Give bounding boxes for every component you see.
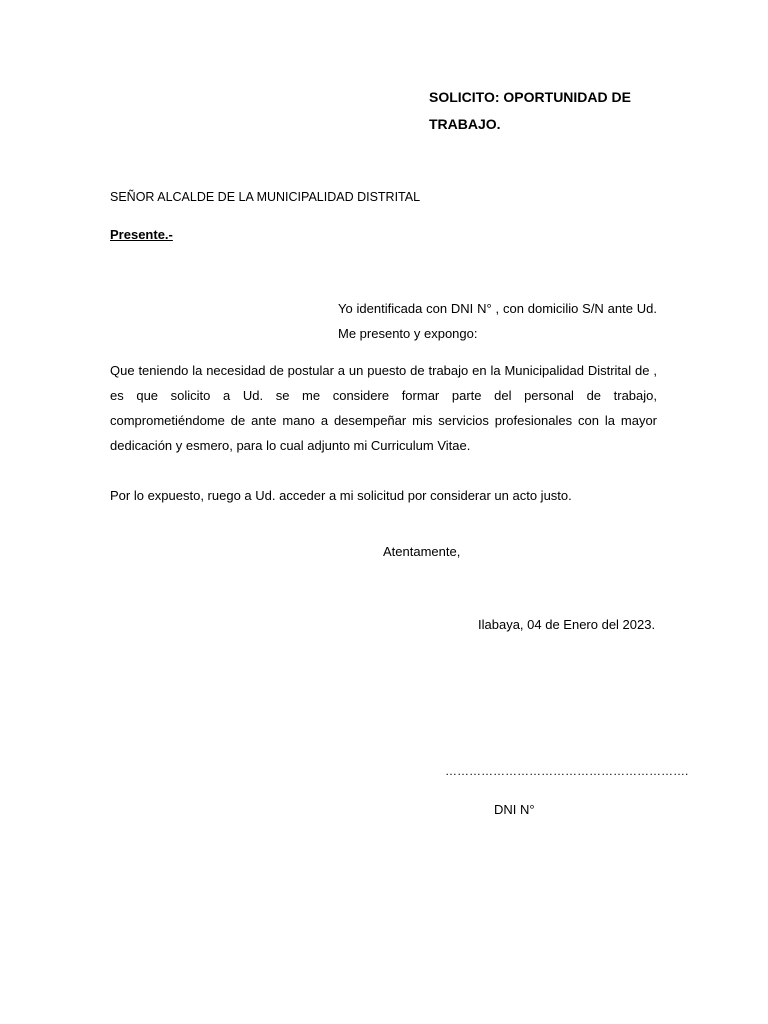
intro-paragraph: Yo identificada con DNI N° , con domicilio S/N ante Ud. Me presento y expongo: <box>338 301 657 341</box>
closing: Atentamente, <box>383 544 461 559</box>
signature-dni-label: DNI N° <box>494 802 535 817</box>
greeting: Presente.- <box>110 227 173 242</box>
addressee: SEÑOR ALCALDE DE LA MUNICIPALIDAD DISTRITAL <box>110 190 421 204</box>
subject-line: SOLICITO: OPORTUNIDAD DE TRABAJO. <box>429 89 631 132</box>
place-date: Ilabaya, 04 de Enero del 2023. <box>478 617 656 632</box>
signature-line: ……………………………………………………. <box>445 764 689 778</box>
body-paragraph-1: Que teniendo la necesidad de postular a un puesto de trabajo en la Municipalidad Distrital de , es que solicito a Ud. se me considere formar parte del personal de trabajo, comprometiéndome de ante mano a desempeñar mis servicios profesionales con la mayor dedicación y esmero, para lo cual adjunto mi Curriculum Vitae. <box>110 363 657 453</box>
body-paragraph-2: Por lo expuesto, ruego a Ud. acceder a mi solicitud por considerar un acto justo. <box>110 488 572 503</box>
